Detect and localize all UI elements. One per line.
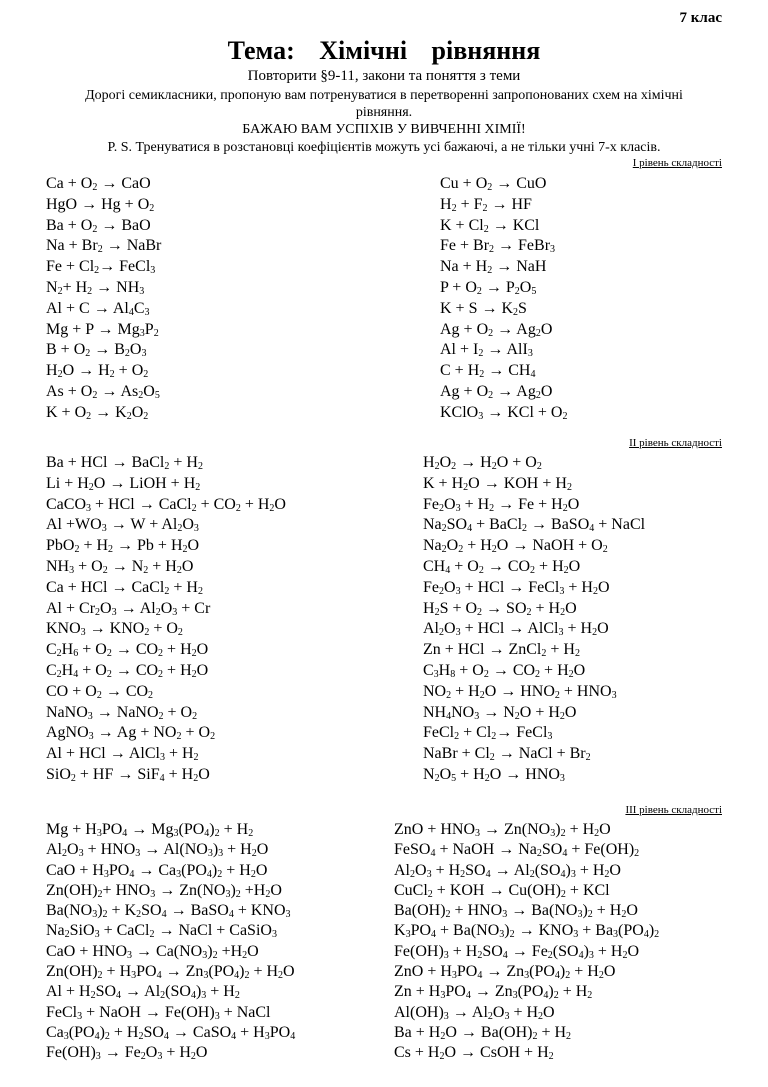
equation-item: $N_2+ H_2 \to NH_3$ <box>46 278 145 297</box>
equation-item: $Ag + O_2 \to Ag_2O$ <box>440 320 553 339</box>
level-3-label: ІІІ рівень складності <box>625 804 722 816</box>
equation-item: $Ba + O_2$ → BaO <box>46 216 151 235</box>
equation-item: $K_3PO_4 + Ba(NO_3)_2 \to KNO_3 + Ba_3(PO_4)_2$ <box>394 922 660 941</box>
equation-item: $Na_2SiO_3$ + CaCl$_2$ → NaCl + CaSiO$_3$ <box>46 922 277 941</box>
equation-item: $Cu + O_2$ → CuO <box>440 175 547 193</box>
equation-item: $Mg + P \to Mg_3P_2$ <box>46 320 159 339</box>
equation-item: CaO + $H_3PO_4 \to Ca_3(PO_4)_2 + H_2O$ <box>46 861 268 880</box>
equation-item: $K + O_2 \to K_2O_2$ <box>46 403 149 422</box>
equation-item: $Na + H_2$ → NaH <box>440 258 547 277</box>
equation-item: $Na + Br_2$ → NaBr <box>46 237 162 256</box>
equation-item: AgNO$_3$ → $Ag + NO_2 + O_2$ <box>46 724 216 743</box>
equation-item: $K + S \to K_2S$ <box>440 299 527 318</box>
equation-item: CaO + $HNO_3 \to Ca(NO_3)_2 +H_2O$ <box>46 942 259 961</box>
level-2-left-list <box>46 453 286 786</box>
equation-item: NaBr + $Cl_2$ → NaCl + $Br_2$ <box>423 745 591 764</box>
equation-item: ZnO + $H_3PO_4 \to Zn_3(PO_4)_2 + H_2O$ <box>394 963 616 982</box>
equation-item: $Fe + Br_2$ → FeBr$_3$ <box>440 237 556 256</box>
equation-item: $Ca + O_2$ → CaO <box>46 175 151 193</box>
equation-item: $H_2O_2 \to H_2O + O_2$ <box>423 454 542 472</box>
equation-item: $Zn(OH)_2 + H_3PO_4 \to Zn_3(PO_4)_2 + H_2O$ <box>46 963 295 982</box>
equation-item: $Fe_2O_3$ + HCl → FeCl$_3$ + $H_2O$ <box>423 578 610 597</box>
equation-item: $Fe + Cl_2\to$ FeCl$_3$ <box>46 258 156 277</box>
equation-item: Ba + HCl → BaCl$_2$ + $H_2$ <box>46 454 203 472</box>
level-1-right-list <box>440 174 567 424</box>
equation-item: FeCl$_3$ + NaOH → $Fe(OH)_3$ + NaCl <box>46 1003 271 1022</box>
equation-item: FeCl$_2$ + $Cl_2\to$ FeCl$_3$ <box>423 724 553 743</box>
equation-item: CaCO$_3$ + HCl → CaCl$_2$ + $CO_2 + H_2O$ <box>46 495 286 514</box>
equation-item: $C_3H_8 + O_2 \to CO_2 + H_2O$ <box>423 661 586 680</box>
equation-item: $Al_2O_3$ + HCl → AlCl$_3$ + $H_2O$ <box>423 620 609 639</box>
equation-item: $Al + C \to Al_4C_3$ <box>46 299 150 318</box>
equation-item: $Ba(NO_3)_2 + K_2SO_4$ → BaSO$_4$ + $KNO_3$ <box>46 902 291 921</box>
equation-item: $Ba + H_2O \to Ba(OH)_2 + H_2$ <box>394 1023 572 1042</box>
equation-item: $H_2S + O_2 \to SO_2 + H_2O$ <box>423 599 577 618</box>
intro-line-2: рівняння. <box>355 105 413 120</box>
equation-item: CuCl$_2$ + KOH → $Cu(OH)_2$ + KCl <box>394 881 610 900</box>
intro-line-1: Дорогі семикласники, пропоную вам потренуватися в перетворенні запропонованих схем на хімічні <box>85 88 683 103</box>
equation-item: $C_2H_4 + O_2 \to CO_2 + H_2O$ <box>46 661 209 680</box>
equation-item: $Al_2O_3 + HNO_3 \to Al(NO_3)_3 + H_2O$ <box>46 841 269 860</box>
equation-item: $NH_4NO_3 \to N_2O + H_2O$ <box>423 703 577 722</box>
page-title: Тема: Хімічні рівняння <box>227 36 541 65</box>
equation-item: $K + Cl_2$ → KCl <box>440 216 540 235</box>
equation-item: $Zn(OH)_2+ HNO_3 \to Zn(NO_3)_2 +H_2O$ <box>46 881 282 900</box>
equation-item: $N_2O_5 + H_2O \to HNO_3$ <box>423 765 565 784</box>
equation-item: $PbO_2 + H_2 \to Pb + H_2O$ <box>46 537 200 556</box>
equation-item: $Al + H_2SO_4 \to Al_2(SO_4)_3 + H_2$ <box>46 983 240 1002</box>
equation-item: $Na_2SO_4$ + BaCl$_2$ → BaSO$_4$ + NaCl <box>423 516 646 535</box>
level-3-left-list <box>46 820 295 1064</box>
level-3-right-list <box>394 820 659 1064</box>
equation-item: $Mg + H_3PO_4 \to Mg_3(PO_4)_2 + H_2$ <box>46 821 254 839</box>
equation-item: $Fe_2O_3 + H_2 \to Fe + H_2O$ <box>423 495 580 514</box>
equation-item: $Zn + H_3PO_4 \to Zn_3(PO_4)_2 + H_2$ <box>394 983 593 1002</box>
equation-item: $Al + Cr_2O_3 \to Al_2O_3 + Cr$ <box>46 599 211 618</box>
level-2-label: ІІ рівень складності <box>629 437 722 449</box>
equation-item: $NO_2 + H_2O \to HNO_2 + HNO_3$ <box>423 682 617 701</box>
equation-item: $Ba(OH)_2 + HNO_3 \to Ba(NO_3)_2 + H_2O$ <box>394 902 638 921</box>
equation-item: FeSO$_4$ + NaOH → $Na_2SO_4 + Fe(OH)_2$ <box>394 841 640 860</box>
equation-item: $Ca_3(PO_4)_2 + H_2SO_4$ → CaSO$_4$ + $H_3PO_4$ <box>46 1023 296 1042</box>
equation-item: $Fe(OH)_3 \to Fe_2O_3 + H_2O$ <box>46 1044 208 1063</box>
equation-item: SiO$_2$ + HF → $SiF_4 + H_2O$ <box>46 765 210 784</box>
equation-item: $As + O_2 \to As_2O_5$ <box>46 382 160 401</box>
grade-label: 7 клас <box>679 10 722 26</box>
equation-item: $NH_3 + O_2 \to N_2 + H_2O$ <box>46 557 194 576</box>
equation-item: HgO → $Hg + O_2$ <box>46 195 155 214</box>
equation-item: $Al +WO_3 \to W + Al_2O_3$ <box>46 516 199 535</box>
equation-item: $Al(OH)_3 \to Al_2O_3 + H_2O$ <box>394 1003 555 1022</box>
equation-item: $H_2 + F_2$ → HF <box>440 195 532 214</box>
equation-item: $Li + H_2O$ → LiOH + $H_2$ <box>46 474 201 493</box>
equation-item: Ca + HCl → CaCl$_2$ + $H_2$ <box>46 578 203 597</box>
level-1-left-list <box>46 174 161 424</box>
equation-item: $H_2O \to H_2 + O_2$ <box>46 362 149 381</box>
equation-item: $Ag + O_2 \to Ag_2O$ <box>440 382 553 401</box>
equation-item: $KNO_3 \to KNO_2 + O_2$ <box>46 620 183 639</box>
equation-item: $Fe(OH)_3 + H_2SO_4 \to Fe_2(SO_4)_3 + H_2O$ <box>394 942 640 961</box>
equation-item: $C + H_2 \to CH_4$ <box>440 362 536 381</box>
equation-item: $B + O_2 \to B_2O_3$ <box>46 341 147 360</box>
equation-item: $Al_2O_3 + H_2SO_4 \to Al_2(SO_4)_3 + H_2O$ <box>394 861 621 880</box>
level-1-label: І рівень складності <box>632 157 722 169</box>
equation-item: ZnO + $HNO_3 \to Zn(NO_3)_2 + H_2O$ <box>394 821 611 839</box>
equation-item: Al + HCl → AlCl$_3$ + $H_2$ <box>46 745 199 764</box>
equation-item: KClO$_3$ → KCl + $O_2$ <box>440 403 568 422</box>
equation-item: CO + $O_2 \to CO_2$ <box>46 682 154 701</box>
equation-item: $Al + I_2 \to AlI_3$ <box>440 341 533 360</box>
equation-item: $Cs + H_2O$ → CsOH + $H_2$ <box>394 1044 554 1063</box>
subtitle: Повторити §9-11, закони та поняття з теми <box>247 68 521 84</box>
equation-item: $Na_2O_2 + H_2O$ → NaOH + $O_2$ <box>423 537 608 556</box>
equation-item: $CH_4 + O_2 \to CO_2 + H_2O$ <box>423 557 581 576</box>
level-2-right-list <box>423 453 645 786</box>
wish-text: БАЖАЮ ВАМ УСПІХІВ У ВИВЧЕННІ ХІМІЇ! <box>242 122 526 137</box>
equation-item: $P + O_2 \to P_2O_5$ <box>440 278 537 297</box>
equation-item: NaNO$_3$ → NaNO$_2$ + $O_2$ <box>46 703 198 722</box>
equation-item: Zn + HCl → ZnCl$_2$ + $H_2$ <box>423 641 580 660</box>
equation-item: $K + H_2O$ → KOH + $H_2$ <box>423 474 572 493</box>
ps-note: P. S. Тренуватися в розстановці коефіцієнтів можуть усі бажаючі, а не тільки учні 7-х класів. <box>107 140 661 155</box>
equation-item: $C_2H_6 + O_2 \to CO_2 + H_2O$ <box>46 641 209 660</box>
